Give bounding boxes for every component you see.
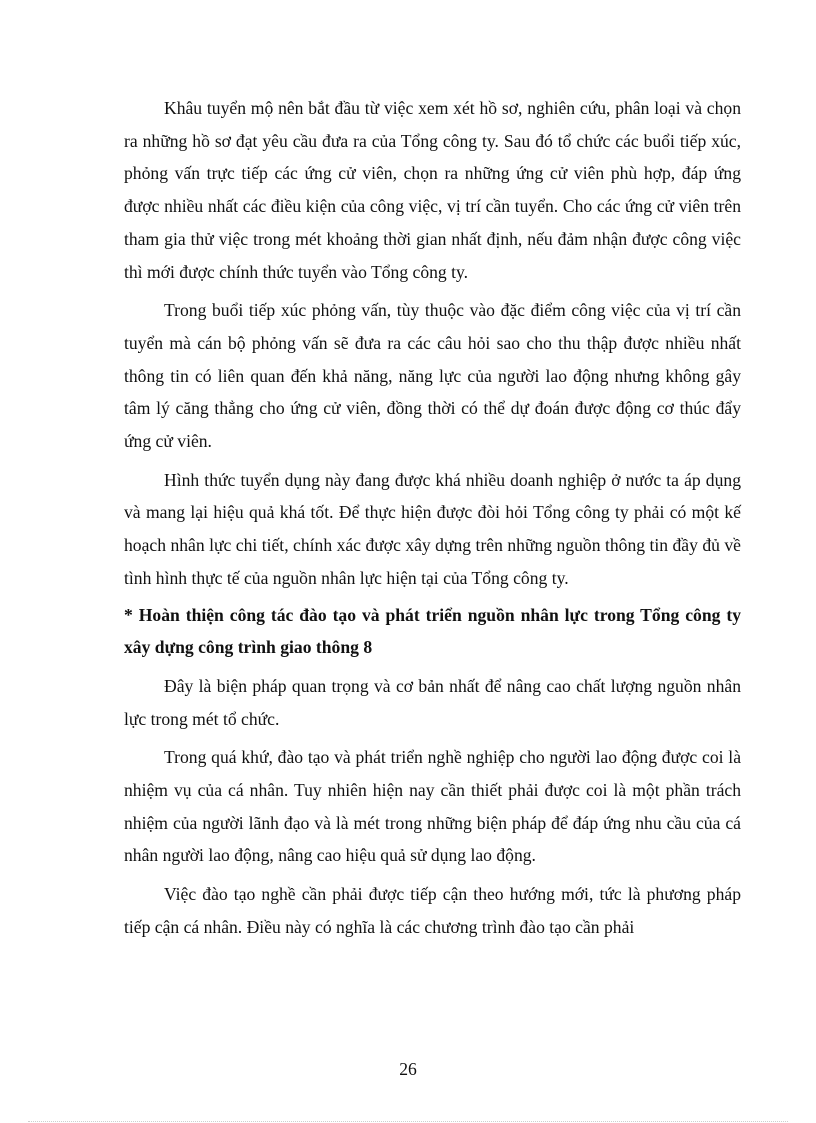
paragraph-recruitment-process: Khâu tuyển mộ nên bắt đầu từ việc xem xét hồ sơ, nghiên cứu, phân loại và chọn ra những hồ sơ đạt yêu cầu đưa ra của Tổng công ty. Sau đó tổ chức các buổi tiếp xúc, phỏng vấn trực tiếp các ứng cử viên, chọn ra những ứng cử viên phù hợp, đáp ứng được nhiều nhất các điều kiện của công việc, vị trí cần tuyển. Cho các ứng cử viên trên tham gia thử việc trong mét khoảng thời gian nhất định, nếu đảm nhận được công việc thì mới được chính thức tuyển vào Tổng công ty. (124, 98, 741, 282)
paragraph-interview: Trong buổi tiếp xúc phỏng vấn, tùy thuộc vào đặc điểm công việc của vị trí cần tuyển mà cán bộ phỏng vấn sẽ đưa ra các câu hỏi sao cho thu thập được nhiều nhất thông tin có liên quan đến khả năng, năng lực của người lao động nhưng không gây tâm lý căng thẳng cho ứng cử viên, đồng thời có thể dự đoán được động cơ thúc đẩy ứng cử viên. (124, 300, 741, 452)
section-heading: * Hoàn thiện công tác đào tạo và phát triển nguồn nhân lực trong Tổng công ty xây dựng công trình giao thông 8 (124, 604, 741, 658)
paragraph-new-approach: Việc đào tạo nghề cần phải được tiếp cận theo hướng mới, tức là phương pháp tiếp cận cá nhân. Điều này có nghĩa là các chương trình đào tạo cần phải (124, 884, 741, 937)
paragraph-recruitment-form: Hình thức tuyển dụng này đang được khá nhiều doanh nghiệp ở nước ta áp dụng và mang lại hiệu quả khá tốt. Để thực hiện được đòi hỏi Tổng công ty phải có một kế hoạch nhân lực chi tiết, chính xác được xây dựng trên những nguồn thông tin đầy đủ về tình hình thực tế của nguồn nhân lực hiện tại của Tổng công ty. (124, 469, 741, 588)
paragraph-importance: Đây là biện pháp quan trọng và cơ bản nhất để nâng cao chất lượng nguồn nhân lực trong mét tổ chức. (124, 675, 741, 729)
page-bottom-divider (28, 1121, 788, 1122)
document-page (124, 92, 741, 944)
paragraph-training-history: Trong quá khứ, đào tạo và phát triển nghề nghiệp cho người lao động được coi là nhiệm vụ của cá nhân. Tuy nhiên hiện nay cần thiết phải được coi là một phần trách nhiệm của người lãnh đạo và là mét trong những biện pháp để đáp ứng nhu cầu của cá nhân người lao động, nâng cao hiệu quả sử dụng lao động. (124, 747, 741, 866)
page-number: 26 (399, 1059, 417, 1079)
